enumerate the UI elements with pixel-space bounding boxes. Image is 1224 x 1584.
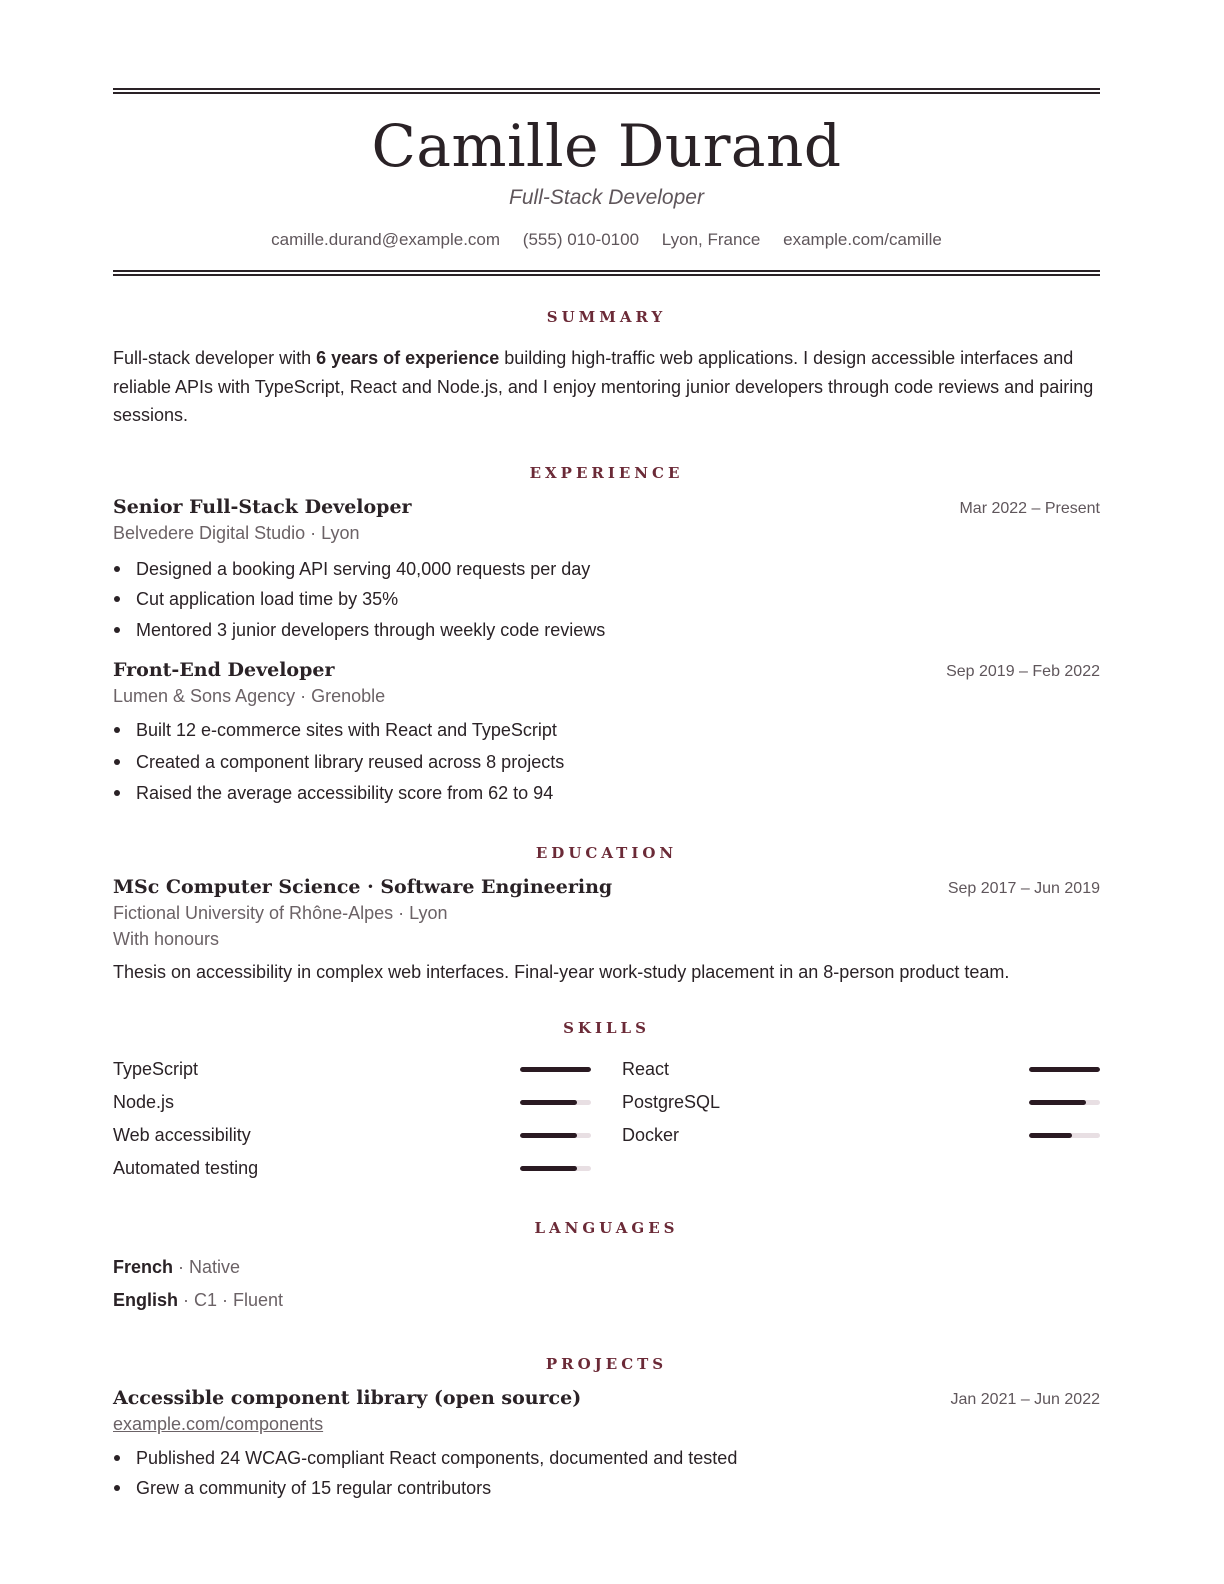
skill-name: Web accessibility <box>113 1124 251 1145</box>
job-entry <box>113 496 1100 646</box>
skill-item <box>622 1053 1100 1086</box>
skill-item <box>113 1053 591 1086</box>
contact-location: Lyon, France <box>661 230 761 249</box>
skill-level-bar <box>520 1166 591 1171</box>
skill-item <box>113 1086 591 1119</box>
project-link[interactable]: example.com/components <box>113 1413 324 1434</box>
skill-item <box>622 1086 1100 1119</box>
experience-section <box>113 464 1100 810</box>
candidate-name: Camille Durand <box>371 112 842 180</box>
list-item: Grew a community of 15 regular contributors <box>113 1473 1100 1504</box>
summary-section <box>113 308 1100 430</box>
skill-level-fill <box>1029 1100 1086 1105</box>
skill-level-bar <box>520 1100 591 1105</box>
projects-heading: PROJECTS <box>545 1354 668 1373</box>
summary-text-end: building high-traffic web applications. I design accessible interfaces and reliable APIs with TypeScript, React and Node.js, and I enjoy mentoring junior developers through code reviews and pairing sessions. <box>113 348 1094 425</box>
education-date: Sep 2017 – Jun 2019 <box>947 879 1100 897</box>
language-level: · C1 · Fluent <box>178 1289 284 1310</box>
language-item <box>113 1251 1100 1284</box>
list-item: Cut application load time by 35% <box>113 584 1100 615</box>
job-title: Front-End Developer <box>113 659 335 681</box>
job-bullets <box>113 554 1100 646</box>
education-section <box>113 844 1100 983</box>
skill-item <box>113 1119 591 1152</box>
resume-header <box>113 114 1100 250</box>
job-entry <box>113 659 1100 810</box>
list-item: Designed a booking API serving 40,000 requests per day <box>113 554 1100 585</box>
job-bullets <box>113 715 1100 810</box>
skill-level-bar <box>1029 1100 1100 1105</box>
candidate-title: Full-Stack Developer <box>509 186 704 209</box>
education-heading: EDUCATION <box>535 843 678 862</box>
skill-level-bar <box>1029 1133 1100 1138</box>
skill-item <box>622 1119 1100 1152</box>
languages-heading: LANGUAGES <box>534 1218 679 1237</box>
skill-name: Automated testing <box>113 1157 259 1178</box>
list-item: Published 24 WCAG-compliant React components, documented and tested <box>113 1443 1100 1474</box>
projects-section <box>113 1355 1100 1504</box>
languages-section <box>113 1219 1100 1317</box>
job-header <box>113 496 1100 518</box>
project-header <box>113 1387 1100 1409</box>
skill-level-bar <box>520 1133 591 1138</box>
project-title: Accessible component library (open source) <box>113 1386 582 1409</box>
list-item: Raised the average accessibility score from 62 to 94 <box>113 778 1100 810</box>
skill-level-fill <box>1029 1067 1100 1072</box>
skill-level-fill <box>520 1166 577 1171</box>
language-name: French <box>113 1256 174 1277</box>
resume-page <box>113 88 1100 1504</box>
education-description: Thesis on accessibility in complex web interfaces. Final-year work-study placement in an 8-person product team. <box>113 961 1010 982</box>
summary-text-start: Full-stack developer with <box>113 348 317 368</box>
list-item: Built 12 e-commerce sites with React and TypeScript <box>113 715 1100 747</box>
contact-website[interactable]: example.com/camille <box>783 230 942 249</box>
contact-line <box>113 230 1100 250</box>
job-company: Lumen & Sons Agency · Grenoble <box>113 686 386 706</box>
languages-list <box>113 1251 1100 1317</box>
skill-name: TypeScript <box>113 1058 199 1079</box>
experience-heading: EXPERIENCE <box>529 463 684 482</box>
bottom-double-rule <box>113 270 1100 276</box>
skills-section <box>113 1019 1100 1185</box>
skill-name: Docker <box>622 1124 680 1145</box>
project-bullets <box>113 1443 1100 1504</box>
list-item: Created a component library reused across 8 projects <box>113 747 1100 779</box>
contact-phone: (555) 010-0100 <box>522 230 640 249</box>
skill-level-fill <box>520 1100 577 1105</box>
summary-heading: SUMMARY <box>546 308 667 326</box>
contact-email[interactable]: camille.durand@example.com <box>271 230 501 249</box>
skill-level-fill <box>520 1133 577 1138</box>
skills-grid <box>113 1053 1100 1185</box>
job-header <box>113 659 1100 681</box>
skills-heading: SKILLS <box>563 1018 650 1037</box>
language-name: English <box>113 1289 179 1310</box>
skill-level-bar <box>1029 1067 1100 1072</box>
top-double-rule <box>113 88 1100 94</box>
skill-level-bar <box>520 1067 591 1072</box>
skill-item <box>113 1152 591 1185</box>
education-honours: With honours <box>113 928 220 949</box>
summary-text-bold: 6 years of experience <box>316 348 500 368</box>
job-date: Sep 2019 – Feb 2022 <box>946 663 1100 680</box>
job-date: Mar 2022 – Present <box>959 499 1100 517</box>
education-header <box>113 876 1100 898</box>
language-level: · Native <box>173 1256 241 1277</box>
skill-name: PostgreSQL <box>622 1091 721 1112</box>
job-company: Belvedere Digital Studio · Lyon <box>113 522 360 543</box>
skill-level-fill <box>520 1067 591 1072</box>
school-name: Fictional University of Rhône-Alpes · Lyon <box>113 902 448 923</box>
language-item <box>113 1284 1100 1317</box>
summary-text <box>113 344 1100 430</box>
skill-name: Node.js <box>113 1091 175 1112</box>
degree-title: MSc Computer Science · Software Engineering <box>113 875 613 898</box>
project-date: Jan 2021 – Jun 2022 <box>950 1390 1100 1408</box>
job-title: Senior Full-Stack Developer <box>113 495 412 518</box>
list-item: Mentored 3 junior developers through weekly code reviews <box>113 615 1100 646</box>
skill-name: React <box>622 1058 670 1079</box>
skill-level-fill <box>1029 1133 1072 1138</box>
